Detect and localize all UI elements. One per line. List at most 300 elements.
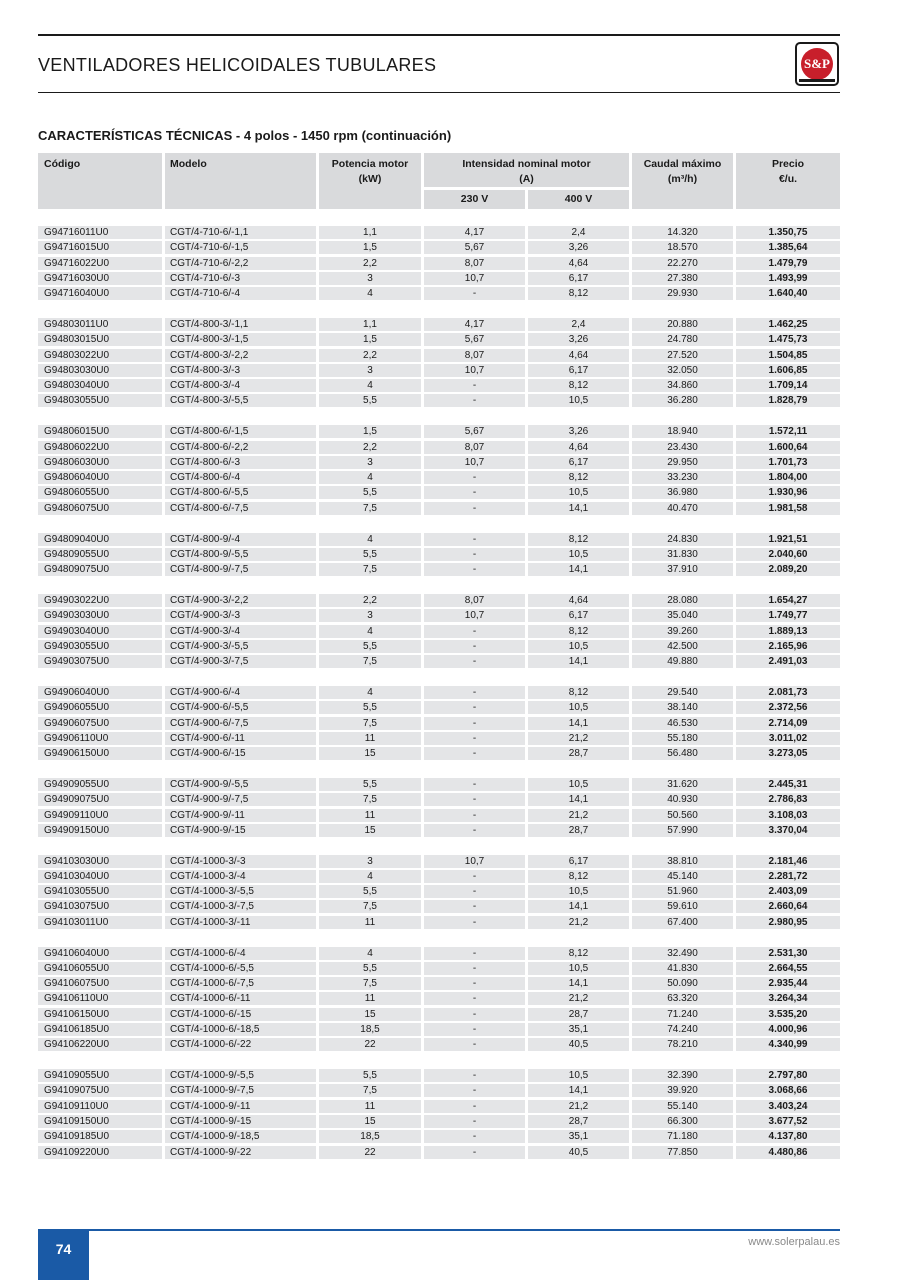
cell-intensidad-230v: - — [424, 1023, 525, 1036]
col-header-caudal-label: Caudal máximo — [643, 158, 722, 170]
cell-caudal: 36.980 — [632, 486, 733, 499]
cell-potencia: 7,5 — [319, 655, 421, 668]
cell-modelo: CGT/4-710-6/-1,5 — [165, 241, 316, 254]
cell-codigo: G94716022U0 — [38, 257, 162, 270]
table-row — [38, 240, 840, 255]
cell-caudal: 37.910 — [632, 563, 733, 576]
cell-precio: 2.165,96 — [736, 640, 840, 653]
table-group — [38, 532, 840, 578]
cell-potencia: 1,5 — [319, 333, 421, 346]
cell-codigo: G94809055U0 — [38, 548, 162, 561]
cell-intensidad-400v: 35,1 — [528, 1023, 629, 1036]
cell-intensidad-400v: 21,2 — [528, 1100, 629, 1113]
cell-caudal: 34.860 — [632, 379, 733, 392]
cell-intensidad-230v: - — [424, 548, 525, 561]
cell-caudal: 59.610 — [632, 900, 733, 913]
cell-intensidad-400v: 14,1 — [528, 717, 629, 730]
cell-precio: 1.504,85 — [736, 349, 840, 362]
col-header-caudal-unit: (m³/h) — [667, 173, 698, 185]
table-row — [38, 1114, 840, 1129]
cell-potencia: 1,5 — [319, 241, 421, 254]
cell-modelo: CGT/4-800-6/-7,5 — [165, 502, 316, 515]
cell-potencia: 11 — [319, 732, 421, 745]
cell-intensidad-400v: 8,12 — [528, 686, 629, 699]
cell-intensidad-230v: - — [424, 870, 525, 883]
cell-precio: 1.572,11 — [736, 425, 840, 438]
cell-modelo: CGT/4-800-9/-7,5 — [165, 563, 316, 576]
cell-intensidad-400v: 3,26 — [528, 241, 629, 254]
cell-caudal: 18.570 — [632, 241, 733, 254]
cell-intensidad-400v: 3,26 — [528, 333, 629, 346]
table-row — [38, 869, 840, 884]
cell-caudal: 50.090 — [632, 977, 733, 990]
table-row — [38, 424, 840, 439]
cell-precio: 1.889,13 — [736, 625, 840, 638]
table-row — [38, 593, 840, 608]
table-row — [38, 777, 840, 792]
cell-codigo: G94109110U0 — [38, 1100, 162, 1113]
cell-precio: 1.640,40 — [736, 287, 840, 300]
cell-modelo: CGT/4-1000-3/-5,5 — [165, 885, 316, 898]
table-row — [38, 378, 840, 393]
brand-logo-mark: S&P — [801, 48, 833, 80]
cell-intensidad-230v: - — [424, 717, 525, 730]
cell-modelo: CGT/4-1000-3/-3 — [165, 855, 316, 868]
cell-modelo: CGT/4-710-6/-2,2 — [165, 257, 316, 270]
cell-caudal: 55.140 — [632, 1100, 733, 1113]
cell-modelo: CGT/4-900-3/-2,2 — [165, 594, 316, 607]
cell-potencia: 7,5 — [319, 1084, 421, 1097]
cell-modelo: CGT/4-800-6/-3 — [165, 456, 316, 469]
cell-intensidad-230v: 10,7 — [424, 855, 525, 868]
cell-potencia: 7,5 — [319, 900, 421, 913]
cell-intensidad-230v: 4,17 — [424, 226, 525, 239]
cell-modelo: CGT/4-1000-6/-15 — [165, 1008, 316, 1021]
cell-potencia: 2,2 — [319, 349, 421, 362]
cell-intensidad-230v: 5,67 — [424, 425, 525, 438]
table-group — [38, 424, 840, 516]
cell-potencia: 4 — [319, 947, 421, 960]
cell-intensidad-230v: 10,7 — [424, 364, 525, 377]
cell-codigo: G94106040U0 — [38, 947, 162, 960]
col-header-potencia-unit: (kW) — [358, 173, 382, 185]
table-row — [38, 1037, 840, 1052]
cell-precio: 1.701,73 — [736, 456, 840, 469]
cell-intensidad-230v: - — [424, 287, 525, 300]
cell-caudal: 77.850 — [632, 1146, 733, 1159]
cell-potencia: 4 — [319, 533, 421, 546]
cell-caudal: 23.430 — [632, 441, 733, 454]
cell-modelo: CGT/4-900-9/-11 — [165, 809, 316, 822]
cell-codigo: G94103075U0 — [38, 900, 162, 913]
cell-intensidad-400v: 35,1 — [528, 1130, 629, 1143]
cell-intensidad-400v: 8,12 — [528, 379, 629, 392]
cell-intensidad-230v: - — [424, 1008, 525, 1021]
cell-precio: 2.372,56 — [736, 701, 840, 714]
cell-precio: 1.385,64 — [736, 241, 840, 254]
header-rule — [38, 92, 840, 93]
cell-codigo: G94809075U0 — [38, 563, 162, 576]
cell-caudal: 78.210 — [632, 1038, 733, 1051]
cell-precio: 3.068,66 — [736, 1084, 840, 1097]
cell-modelo: CGT/4-1000-9/-5,5 — [165, 1069, 316, 1082]
cell-codigo: G94106220U0 — [38, 1038, 162, 1051]
table-row — [38, 1068, 840, 1083]
table-row — [38, 332, 840, 347]
cell-intensidad-400v: 28,7 — [528, 1008, 629, 1021]
cell-precio: 2.980,95 — [736, 916, 840, 929]
cell-potencia: 22 — [319, 1038, 421, 1051]
cell-potencia: 5,5 — [319, 548, 421, 561]
cell-caudal: 49.880 — [632, 655, 733, 668]
cell-intensidad-400v: 40,5 — [528, 1038, 629, 1051]
cell-codigo: G94803011U0 — [38, 318, 162, 331]
cell-precio: 2.714,09 — [736, 717, 840, 730]
cell-intensidad-230v: - — [424, 502, 525, 515]
cell-potencia: 7,5 — [319, 502, 421, 515]
cell-intensidad-230v: - — [424, 1084, 525, 1097]
cell-precio: 4.480,86 — [736, 1146, 840, 1159]
page-header-title: VENTILADORES HELICOIDALES TUBULARES — [38, 55, 437, 75]
cell-intensidad-400v: 4,64 — [528, 349, 629, 362]
table-row — [38, 562, 840, 577]
cell-codigo: G94716040U0 — [38, 287, 162, 300]
cell-caudal: 74.240 — [632, 1023, 733, 1036]
cell-precio: 1.475,73 — [736, 333, 840, 346]
cell-codigo: G94716015U0 — [38, 241, 162, 254]
table-group — [38, 317, 840, 409]
cell-intensidad-400v: 4,64 — [528, 594, 629, 607]
cell-codigo: G94103055U0 — [38, 885, 162, 898]
cell-caudal: 29.540 — [632, 686, 733, 699]
cell-intensidad-400v: 21,2 — [528, 809, 629, 822]
cell-precio: 4.340,99 — [736, 1038, 840, 1051]
cell-caudal: 39.260 — [632, 625, 733, 638]
cell-caudal: 22.270 — [632, 257, 733, 270]
cell-intensidad-400v: 6,17 — [528, 456, 629, 469]
cell-modelo: CGT/4-900-6/-11 — [165, 732, 316, 745]
cell-codigo: G94903030U0 — [38, 609, 162, 622]
cell-intensidad-230v: - — [424, 747, 525, 760]
cell-precio: 4.137,80 — [736, 1130, 840, 1143]
cell-modelo: CGT/4-900-3/-4 — [165, 625, 316, 638]
cell-intensidad-230v: 8,07 — [424, 594, 525, 607]
cell-potencia: 5,5 — [319, 1069, 421, 1082]
cell-codigo: G94803055U0 — [38, 394, 162, 407]
cell-potencia: 5,5 — [319, 640, 421, 653]
cell-potencia: 11 — [319, 992, 421, 1005]
cell-modelo: CGT/4-1000-9/-18,5 — [165, 1130, 316, 1143]
cell-potencia: 4 — [319, 379, 421, 392]
cell-precio: 3.535,20 — [736, 1008, 840, 1021]
table-row — [38, 639, 840, 654]
cell-modelo: CGT/4-800-3/-1,5 — [165, 333, 316, 346]
table-row — [38, 716, 840, 731]
cell-caudal: 39.920 — [632, 1084, 733, 1097]
cell-potencia: 11 — [319, 1100, 421, 1113]
cell-intensidad-400v: 10,5 — [528, 1069, 629, 1082]
cell-codigo: G94906055U0 — [38, 701, 162, 714]
cell-precio: 2.403,09 — [736, 885, 840, 898]
cell-potencia: 2,2 — [319, 257, 421, 270]
cell-potencia: 18,5 — [319, 1130, 421, 1143]
cell-codigo: G94106075U0 — [38, 977, 162, 990]
col-header-precio-label: Precio — [771, 158, 805, 170]
cell-intensidad-230v: - — [424, 701, 525, 714]
cell-codigo: G94103030U0 — [38, 855, 162, 868]
cell-modelo: CGT/4-800-6/-5,5 — [165, 486, 316, 499]
cell-codigo: G94806075U0 — [38, 502, 162, 515]
page-number: 74 — [38, 1230, 89, 1280]
cell-intensidad-400v: 10,5 — [528, 640, 629, 653]
cell-caudal: 32.490 — [632, 947, 733, 960]
cell-intensidad-230v: - — [424, 992, 525, 1005]
col-header-caudal — [632, 153, 733, 209]
table-row — [38, 823, 840, 838]
cell-intensidad-230v: - — [424, 1130, 525, 1143]
cell-modelo: CGT/4-900-6/-7,5 — [165, 717, 316, 730]
cell-precio: 3.264,34 — [736, 992, 840, 1005]
cell-precio: 3.677,52 — [736, 1115, 840, 1128]
cell-intensidad-400v: 14,1 — [528, 502, 629, 515]
cell-potencia: 7,5 — [319, 563, 421, 576]
cell-codigo: G94109055U0 — [38, 1069, 162, 1082]
table-row — [38, 884, 840, 899]
cell-intensidad-230v: - — [424, 1115, 525, 1128]
cell-intensidad-230v: - — [424, 686, 525, 699]
cell-modelo: CGT/4-1000-6/-7,5 — [165, 977, 316, 990]
table-row — [38, 532, 840, 547]
cell-modelo: CGT/4-1000-3/-7,5 — [165, 900, 316, 913]
cell-potencia: 15 — [319, 824, 421, 837]
cell-modelo: CGT/4-900-6/-5,5 — [165, 701, 316, 714]
table-row — [38, 440, 840, 455]
cell-caudal: 24.830 — [632, 533, 733, 546]
cell-codigo: G94903075U0 — [38, 655, 162, 668]
cell-codigo: G94109150U0 — [38, 1115, 162, 1128]
cell-precio: 1.654,27 — [736, 594, 840, 607]
cell-modelo: CGT/4-900-6/-15 — [165, 747, 316, 760]
cell-precio: 3.011,02 — [736, 732, 840, 745]
table-group — [38, 593, 840, 669]
cell-precio: 2.660,64 — [736, 900, 840, 913]
cell-modelo: CGT/4-800-3/-2,2 — [165, 349, 316, 362]
table-group — [38, 685, 840, 761]
cell-modelo: CGT/4-800-9/-4 — [165, 533, 316, 546]
table-row — [38, 1145, 840, 1160]
table-row — [38, 624, 840, 639]
cell-precio: 3.108,03 — [736, 809, 840, 822]
col-header-precio-unit: €/u. — [778, 173, 798, 185]
table-header — [38, 153, 840, 209]
cell-intensidad-400v: 3,26 — [528, 425, 629, 438]
cell-intensidad-400v: 8,12 — [528, 287, 629, 300]
cell-modelo: CGT/4-1000-6/-22 — [165, 1038, 316, 1051]
cell-codigo: G94906040U0 — [38, 686, 162, 699]
cell-modelo: CGT/4-800-3/-5,5 — [165, 394, 316, 407]
cell-intensidad-400v: 14,1 — [528, 977, 629, 990]
cell-caudal: 42.500 — [632, 640, 733, 653]
cell-precio: 2.081,73 — [736, 686, 840, 699]
cell-potencia: 3 — [319, 272, 421, 285]
cell-intensidad-400v: 8,12 — [528, 625, 629, 638]
cell-potencia: 3 — [319, 609, 421, 622]
cell-codigo: G94103040U0 — [38, 870, 162, 883]
cell-modelo: CGT/4-1000-6/-11 — [165, 992, 316, 1005]
table-row — [38, 685, 840, 700]
cell-caudal: 29.930 — [632, 287, 733, 300]
cell-caudal: 46.530 — [632, 717, 733, 730]
cell-caudal: 66.300 — [632, 1115, 733, 1128]
cell-intensidad-230v: 10,7 — [424, 456, 525, 469]
table-row — [38, 976, 840, 991]
cell-modelo: CGT/4-900-6/-4 — [165, 686, 316, 699]
cell-modelo: CGT/4-800-3/-4 — [165, 379, 316, 392]
cell-modelo: CGT/4-1000-9/-22 — [165, 1146, 316, 1159]
cell-intensidad-230v: - — [424, 379, 525, 392]
cell-intensidad-230v: 10,7 — [424, 272, 525, 285]
table-row — [38, 1129, 840, 1144]
cell-modelo: CGT/4-710-6/-1,1 — [165, 226, 316, 239]
website-link[interactable]: www.solerpalau.es — [748, 1236, 840, 1248]
cell-intensidad-400v: 14,1 — [528, 563, 629, 576]
table-row — [38, 271, 840, 286]
table-row — [38, 348, 840, 363]
cell-potencia: 5,5 — [319, 778, 421, 791]
table-row — [38, 547, 840, 562]
col-header-400v: 400 V — [528, 190, 629, 209]
cell-precio: 1.606,85 — [736, 364, 840, 377]
cell-intensidad-230v: - — [424, 1100, 525, 1113]
table-row — [38, 654, 840, 669]
cell-codigo: G94106185U0 — [38, 1023, 162, 1036]
cell-caudal: 38.810 — [632, 855, 733, 868]
cell-codigo: G94906075U0 — [38, 717, 162, 730]
col-header-codigo: Código — [38, 153, 162, 209]
cell-caudal: 45.140 — [632, 870, 733, 883]
cell-intensidad-230v: - — [424, 533, 525, 546]
cell-intensidad-400v: 2,4 — [528, 318, 629, 331]
cell-modelo: CGT/4-900-9/-5,5 — [165, 778, 316, 791]
cell-intensidad-230v: - — [424, 563, 525, 576]
cell-intensidad-400v: 10,5 — [528, 962, 629, 975]
cell-intensidad-230v: - — [424, 824, 525, 837]
cell-codigo: G94909110U0 — [38, 809, 162, 822]
cell-codigo: G94909075U0 — [38, 793, 162, 806]
cell-caudal: 31.830 — [632, 548, 733, 561]
cell-potencia: 5,5 — [319, 701, 421, 714]
cell-caudal: 18.940 — [632, 425, 733, 438]
cell-potencia: 5,5 — [319, 394, 421, 407]
cell-intensidad-400v: 14,1 — [528, 655, 629, 668]
table-row — [38, 393, 840, 408]
cell-caudal: 31.620 — [632, 778, 733, 791]
col-header-potencia-label: Potencia motor — [331, 158, 409, 170]
cell-modelo: CGT/4-800-3/-3 — [165, 364, 316, 377]
cell-intensidad-230v: - — [424, 962, 525, 975]
cell-modelo: CGT/4-800-6/-1,5 — [165, 425, 316, 438]
cell-intensidad-400v: 28,7 — [528, 747, 629, 760]
cell-codigo: G94803040U0 — [38, 379, 162, 392]
cell-codigo: G94716030U0 — [38, 272, 162, 285]
cell-precio: 2.786,83 — [736, 793, 840, 806]
cell-potencia: 15 — [319, 1115, 421, 1128]
col-header-precio — [736, 153, 840, 209]
cell-intensidad-400v: 10,5 — [528, 486, 629, 499]
brand-logo — [795, 42, 839, 86]
cell-modelo: CGT/4-900-9/-15 — [165, 824, 316, 837]
cell-potencia: 4 — [319, 287, 421, 300]
cell-intensidad-400v: 4,64 — [528, 257, 629, 270]
cell-caudal: 32.390 — [632, 1069, 733, 1082]
cell-potencia: 11 — [319, 809, 421, 822]
cell-intensidad-400v: 8,12 — [528, 533, 629, 546]
cell-intensidad-230v: - — [424, 394, 525, 407]
table-body — [38, 225, 840, 1175]
cell-precio: 1.828,79 — [736, 394, 840, 407]
cell-precio: 2.040,60 — [736, 548, 840, 561]
cell-intensidad-400v: 40,5 — [528, 1146, 629, 1159]
cell-potencia: 7,5 — [319, 717, 421, 730]
cell-precio: 2.181,46 — [736, 855, 840, 868]
table-group — [38, 854, 840, 930]
cell-codigo: G94106150U0 — [38, 1008, 162, 1021]
cell-caudal: 50.560 — [632, 809, 733, 822]
cell-intensidad-230v: 8,07 — [424, 349, 525, 362]
cell-precio: 3.370,04 — [736, 824, 840, 837]
table-group — [38, 225, 840, 301]
cell-intensidad-400v: 10,5 — [528, 548, 629, 561]
cell-potencia: 4 — [319, 686, 421, 699]
cell-intensidad-230v: - — [424, 640, 525, 653]
cell-intensidad-400v: 28,7 — [528, 824, 629, 837]
cell-intensidad-230v: 5,67 — [424, 333, 525, 346]
table-row — [38, 256, 840, 271]
cell-potencia: 15 — [319, 747, 421, 760]
table-row — [38, 225, 840, 240]
cell-modelo: CGT/4-900-3/-3 — [165, 609, 316, 622]
cell-caudal: 24.780 — [632, 333, 733, 346]
cell-caudal: 20.880 — [632, 318, 733, 331]
cell-caudal: 67.400 — [632, 916, 733, 929]
cell-precio: 2.491,03 — [736, 655, 840, 668]
cell-modelo: CGT/4-800-3/-1,1 — [165, 318, 316, 331]
cell-intensidad-400v: 28,7 — [528, 1115, 629, 1128]
cell-codigo: G94906150U0 — [38, 747, 162, 760]
cell-precio: 1.981,58 — [736, 502, 840, 515]
cell-intensidad-400v: 6,17 — [528, 855, 629, 868]
table-group — [38, 1068, 840, 1160]
cell-potencia: 15 — [319, 1008, 421, 1021]
cell-potencia: 1,1 — [319, 226, 421, 239]
col-header-modelo: Modelo — [165, 153, 316, 209]
col-header-230v: 230 V — [424, 190, 525, 209]
cell-precio: 1.462,25 — [736, 318, 840, 331]
cell-caudal: 71.240 — [632, 1008, 733, 1021]
cell-caudal: 56.480 — [632, 747, 733, 760]
cell-intensidad-230v: - — [424, 1146, 525, 1159]
cell-codigo: G94803022U0 — [38, 349, 162, 362]
cell-caudal: 35.040 — [632, 609, 733, 622]
table-row — [38, 946, 840, 961]
table-row — [38, 808, 840, 823]
cell-precio: 1.350,75 — [736, 226, 840, 239]
cell-codigo: G94109220U0 — [38, 1146, 162, 1159]
cell-modelo: CGT/4-1000-9/-7,5 — [165, 1084, 316, 1097]
cell-intensidad-400v: 21,2 — [528, 916, 629, 929]
cell-intensidad-230v: - — [424, 655, 525, 668]
cell-intensidad-230v: - — [424, 793, 525, 806]
